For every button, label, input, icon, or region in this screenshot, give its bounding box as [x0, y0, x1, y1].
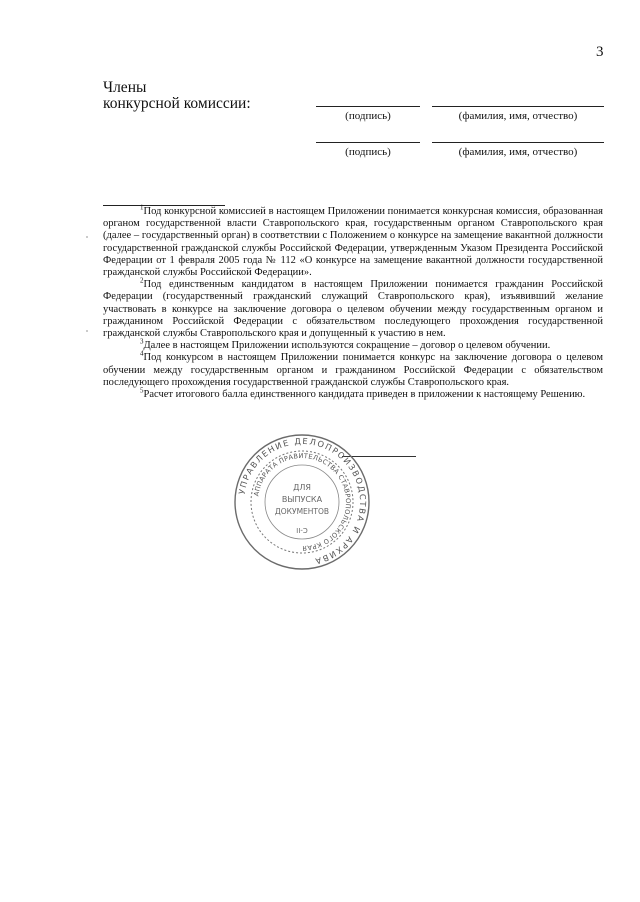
signature-line [316, 106, 420, 107]
footnote-text: Далее в настоящем Приложении используются сокращение – договор о целевом обучении. [143, 340, 551, 352]
seal-center-line2: ВЫПУСКА [281, 495, 323, 504]
official-seal [232, 432, 372, 572]
footnote [103, 349, 603, 389]
seal-bottom-code: С-II [296, 526, 308, 534]
footnote-marker: 2 [140, 276, 144, 285]
scan-speck [86, 236, 88, 238]
seal-center-line3: ДОКУМЕНТОВ [274, 507, 330, 516]
seal-center-line1: ДЛЯ [293, 483, 311, 492]
seal-outer-textpath: УПРАВЛЕНИЕ ДЕЛОПРОИЗВОДСТВА И АРХИВА [236, 435, 369, 567]
scan-speck [86, 330, 88, 332]
footnotes [103, 203, 603, 401]
members-label-line1: Члены [103, 79, 147, 96]
footnote-marker: 1 [140, 203, 144, 212]
members-label-line2: конкурсной комиссии: [103, 95, 251, 112]
name-line [432, 106, 604, 107]
footnote [103, 203, 603, 279]
signature-caption: (подпись) [345, 146, 391, 158]
signature-line [316, 142, 420, 143]
footnote-text: Под единственным кандидатом в настоящем Приложении понимается гражданин Российской Федерации (государственный гражданский служащий Ставропольского края), изъявивший желание участвовать в конкурсе на заключение договора о целевом обучении между государственным органом и гражданином Российской Федерации с обязательством последующего прохождения государственной гражданской службы Ставропольского края и допущенный к участию в нем. [103, 279, 603, 340]
members-label [103, 80, 251, 112]
name-caption: (фамилия, имя, отчество) [458, 110, 578, 122]
footnote [103, 276, 603, 340]
page-number: 3 [596, 44, 604, 60]
footnote [103, 337, 603, 352]
footnote-text: Расчет итогового балла единственного кандидата приведен в приложении к настоящему Решению. [143, 389, 586, 401]
footnote-marker: 3 [140, 337, 144, 346]
footnote-marker: 4 [140, 349, 144, 358]
footnote-text: Под конкурсной комиссией в настоящем Приложении понимается конкурсная комиссия, образованная органом государственной власти Ставропольского края, государственным органом Ставропольского края (далее – государственный орган) в соответствии с Положением о конкурсе на замещение вакантной должности государственной гражданской службы Российской Федерации, утвержденным Указом Президента Российской Федерации от 1 февраля 2005 года № 112 «О конкурсе на замещение вакантной должности государственной гражданской службы Российской Федерации». [103, 206, 603, 279]
footnote [103, 386, 603, 401]
name-caption: (фамилия, имя, отчество) [458, 146, 578, 158]
footnote-marker: 5 [140, 386, 144, 395]
signature-caption: (подпись) [345, 110, 391, 122]
footnote-text: Под конкурсом в настоящем Приложении понимается конкурс на заключение договора о целевом обучении между государственным органом и гражданином Российской Федерации с обязательством последующего прохождения государственной гражданской службы Ставропольского края. [103, 352, 603, 388]
seal-inner-textpath: АППАРАТА ПРАВИТЕЛЬСТВА СТАВРОПОЛЬСКОГО КРАЯ [252, 451, 353, 553]
name-line [432, 142, 604, 143]
